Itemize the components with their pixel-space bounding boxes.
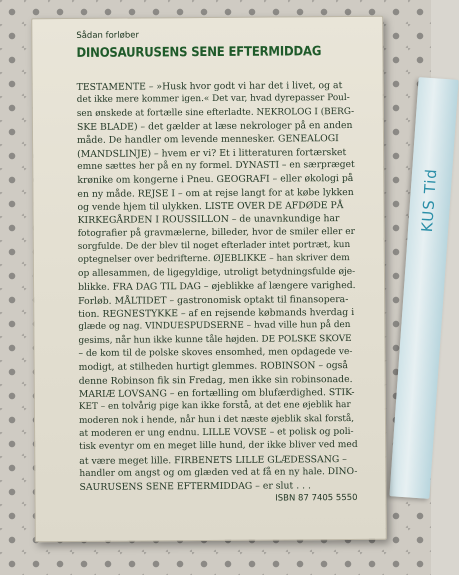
blurb-line: tisk eventyr om en meget lille hund, der ikke bliver ved med (79, 440, 358, 453)
blurb-line: og vende hjem til ulykken. LISTE OVER DE AFDØDE PÅ (77, 200, 344, 214)
blurb-line: det ikke mere kommer igen.« Det var, hvad dyrepasser Poul- (76, 93, 350, 106)
blurb-line: at moderen er ung endnu. LILLE VOVSE – et polisk og poli- (79, 426, 354, 439)
blurb-line: en ny måde. REJSE I – om at rejse langt for at købe lykken (77, 186, 354, 200)
blurb-line: denne Robinson fik sin Fredag, men ikke sin robinsonade. (78, 373, 353, 387)
blurb-line: optegnelser over bedrifterne. ØJEBLIKKE – han skriver dem (77, 253, 350, 266)
cover-content (76, 17, 358, 541)
blurb-line: gesims, når hun ikke kunne tåle højden. DE POLSKE SKOVE (78, 333, 352, 346)
blurb-line: tion. REGNESTYKKE – af en rejsende købmands hverdag i (78, 306, 355, 320)
cover-blurb (77, 79, 358, 495)
blurb-line: TESTAMENTE – »Husk hvor godt vi har det i livet, og at (76, 80, 343, 93)
blurb-line: at være meget lille. FIRBENETS LILLE GLÆDESSANG – (79, 453, 347, 467)
blurb-line: krønike om kongerne i Pneu. GEOGRAFI – eller økologi på (77, 173, 354, 187)
blurb-line: modigt, at stilheden hurtigt glemmes. ROBINSON – også (78, 360, 348, 374)
blurb-line: SKE BLADE) – det gælder at læse nekrologer på en anden (76, 120, 353, 133)
side-book-spine-text: KUS Tid (417, 167, 441, 233)
cover-label: Sådan forløber (76, 30, 140, 41)
blurb-line: (MANDSLINJE) – hvem er vi? Et i litteraturen fortærsket (77, 146, 347, 160)
blurb-line: sorgfulde. De der blev til noget efterlader intet portræt, kun (77, 240, 351, 253)
blurb-line: handler om angst og om glæden ved at få en ny hale. DINO- (79, 466, 358, 479)
blurb-line: KET – en tolvårig pige kan ikke forstå, at det ene øjeblik har (78, 400, 351, 413)
blurb-line: MARIÆ LOVSANG – en fortælling om blufærdighed. STIK- (78, 386, 355, 400)
blurb-line: – de kom til de polske skoves ensomhed, men opdagede ve- (78, 346, 353, 359)
cover-title: DINOSAURUSENS SENE EFTERMIDDAG (76, 44, 322, 61)
blurb-line: KIRKEGÅRDEN I ROUSSILLON – de unavnkundige har (77, 213, 340, 227)
isbn-number: ISBN 87 7405 5550 (275, 492, 358, 504)
blurb-line: op allesammen, de ligegyldige, utroligt betydningsfulde øje- (77, 266, 356, 279)
book-back-cover (31, 16, 387, 542)
blurb-line: glæde og nag. VINDUESPUDSERNE – hvad ville hun på den (78, 320, 351, 333)
blurb-line: moderen nok i hende, når hun i det næste øjeblik skal forstå, (78, 413, 355, 426)
blurb-line: emne sættes her på en ny formel. DYNASTI – en særpræget (77, 160, 355, 172)
blurb-line: måde. De handler om levende mennesker. GENEALOGI (76, 133, 339, 147)
blurb-line: sen ønskede at fortælle sine efterladte. NEKROLOG I (BERG- (76, 106, 355, 119)
blurb-line: fotografier på gravmælerne, billeder, hvor de smiler eller er (77, 226, 355, 239)
blurb-line: Forløb. MÅLTIDET – gastronomisk optakt til finansopera- (78, 293, 349, 307)
blurb-line: blikke. FRA DAG TIL DAG – øjeblikke af længere varighed. (78, 280, 356, 294)
blurb-line: SAURUSENS SENE EFTERMIDDAG – er slut . . . (79, 480, 312, 494)
